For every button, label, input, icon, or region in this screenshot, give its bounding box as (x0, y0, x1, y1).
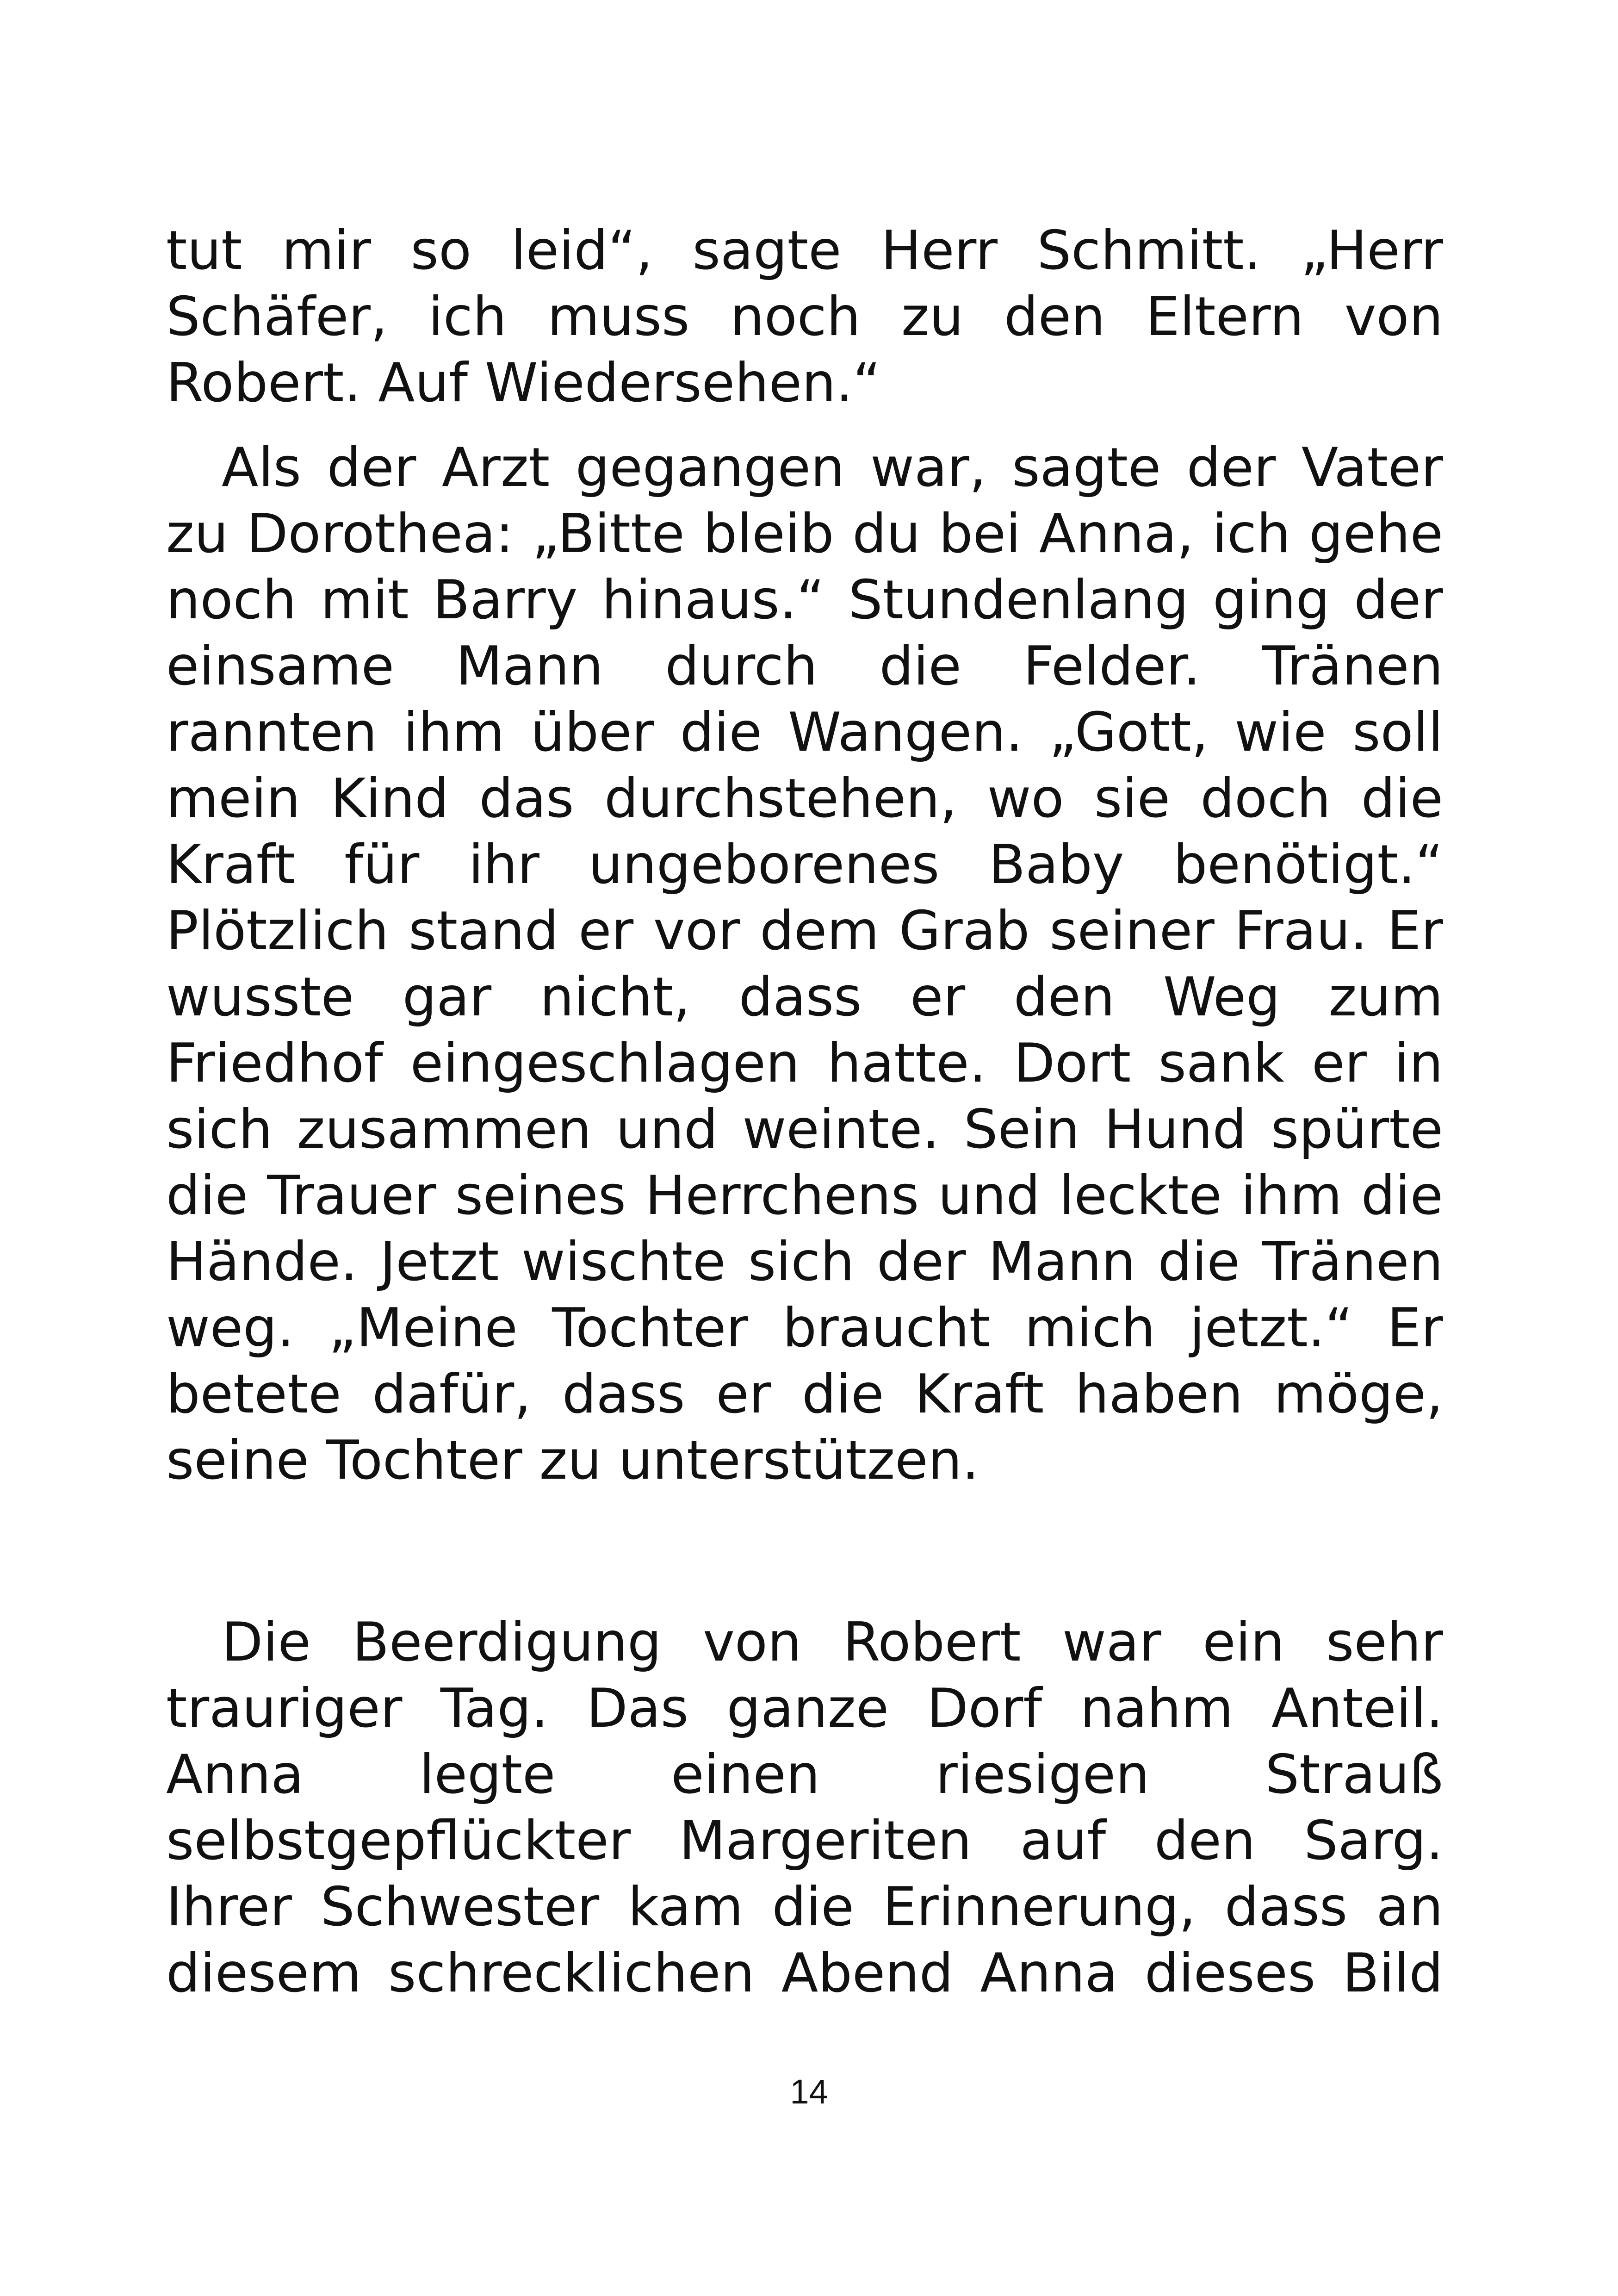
text-line: rannten ihm über die Wangen. „Gott, wie soll (166, 701, 1443, 764)
text-line: Die Beerdigung von Robert war ein sehr (222, 1611, 1443, 1674)
paragraph-2 (166, 435, 1443, 1493)
text-line: noch mit Barry hinaus.“ Stundenlang ging der (166, 569, 1443, 631)
text-line: tut mir so leid“, sagte Herr Schmitt. „Herr (166, 219, 1443, 282)
text-line: weg. „Meine Tochter braucht mich jetzt.“ Er (166, 1297, 1443, 1359)
paragraph-spacing (166, 1493, 1443, 1609)
text-line: wusste gar nicht, dass er den Weg zum (166, 966, 1443, 1028)
text-line: Robert. Auf Wiedersehen.“ (166, 352, 881, 414)
text-line: seine Tochter zu unterstützen. (166, 1429, 979, 1492)
text-line: Kraft für ihr ungeborenes Baby benötigt.“ (166, 834, 1443, 896)
text-line: Plötzlich stand er vor dem Grab seiner Frau. Er (166, 900, 1443, 962)
page-number: 14 (790, 2072, 828, 2111)
text-line: einsame Mann durch die Felder. Tränen (166, 635, 1443, 697)
text-line: selbstgepflückter Margeriten auf den Sarg. (166, 1810, 1443, 1872)
text-line: Anna legte einen riesigen Strauß (166, 1743, 1443, 1806)
book-page-text (166, 218, 1443, 2006)
text-line: Ihrer Schwester kam die Erinnerung, dass an (166, 1876, 1443, 1938)
text-line: Schäfer, ich muss noch zu den Eltern von (166, 286, 1443, 348)
text-line: Friedhof eingeschlagen hatte. Dort sank er in (166, 1032, 1443, 1095)
text-line: sich zusammen und weinte. Sein Hund spürte (166, 1098, 1443, 1161)
text-line: Als der Arzt gegangen war, sagte der Vater (222, 436, 1443, 499)
paragraph-3 (166, 1609, 1443, 2006)
text-line: zu Dorothea: „Bitte bleib du bei Anna, ich gehe (166, 503, 1443, 565)
text-line: mein Kind das durchstehen, wo sie doch die (166, 767, 1443, 830)
text-line: diesem schrecklichen Abend Anna dieses Bild (166, 1942, 1443, 2004)
text-line: trauriger Tag. Das ganze Dorf nahm Anteil. (166, 1677, 1443, 1740)
text-line: betete dafür, dass er die Kraft haben möge, (166, 1363, 1443, 1425)
paragraph-1 (166, 218, 1443, 416)
paragraph-spacing (166, 416, 1443, 435)
text-line: die Trauer seines Herrchens und leckte ihm die (166, 1164, 1443, 1227)
text-line: Hände. Jetzt wischte sich der Mann die Tränen (166, 1231, 1443, 1293)
